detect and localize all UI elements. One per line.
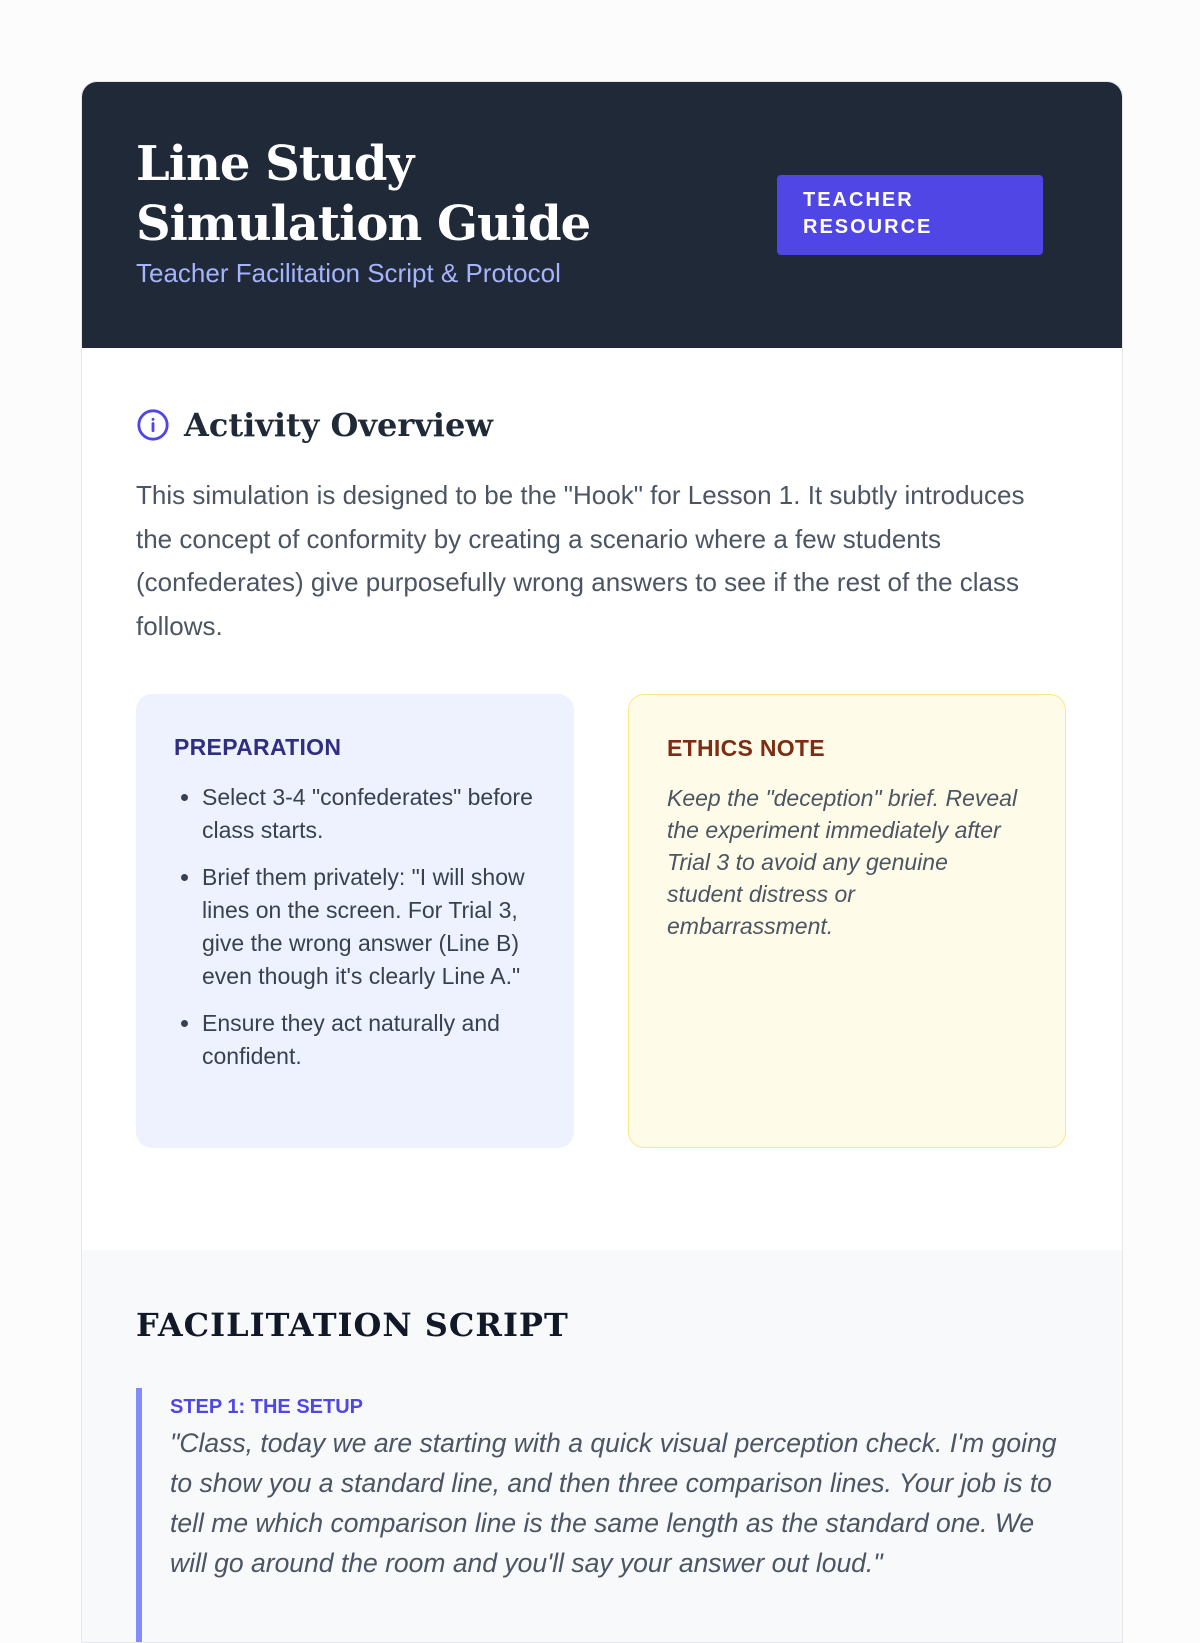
list-item: • Brief them privately: "I will show lines on the screen. For Trial 3, give the wrong answer (Line B) even though it's clearly Line A." bbox=[202, 861, 536, 993]
overview-text: This simulation is designed to be the "Hook" for Lesson 1. It subtly introduces the concept of conformity by creating a scenario where a few students (confederates) give purposefully wrong answers to see if the rest of the class follows. bbox=[136, 480, 1025, 641]
info-circle-icon bbox=[136, 408, 170, 442]
step-text: "Class, today we are starting with a quick visual perception check. I'm going to show you a standard line, and then three comparison lines. Your job is to tell me which comparison line is the same length as the standard one. We will go around the room and you'll say your answer out loud." bbox=[170, 1428, 1057, 1578]
step-label: STEP 1: THE SETUP bbox=[170, 1396, 364, 1418]
ethics-note-box bbox=[628, 694, 1066, 1148]
script-step bbox=[136, 1388, 1061, 1643]
header bbox=[82, 82, 1122, 348]
list-item: • Select 3-4 "confederates" before class starts. bbox=[202, 781, 536, 847]
page-subtitle: Teacher Facilitation Script & Protocol bbox=[136, 258, 561, 288]
page-title: Line Study Simulation Guide bbox=[136, 136, 591, 252]
facilitation-script-section bbox=[82, 1250, 1122, 1643]
overview-title: Activity Overview bbox=[184, 406, 493, 444]
overview-heading bbox=[136, 406, 493, 444]
teacher-resource-badge: TEACHER RESOURCE bbox=[777, 175, 1043, 255]
preparation-box bbox=[136, 694, 574, 1148]
ethics-text: Keep the "deception" brief. Reveal the experiment immediately after Trial 3 to avoid any genuine student distress or embarrassment. bbox=[667, 785, 1018, 939]
preparation-list bbox=[174, 781, 536, 1073]
ethics-title: ETHICS NOTE bbox=[667, 735, 825, 761]
script-title: FACILITATION SCRIPT bbox=[136, 1306, 569, 1344]
preparation-title: PREPARATION bbox=[174, 734, 342, 760]
guide-card bbox=[81, 81, 1123, 1643]
list-item: • Ensure they act naturally and confident. bbox=[202, 1007, 536, 1073]
